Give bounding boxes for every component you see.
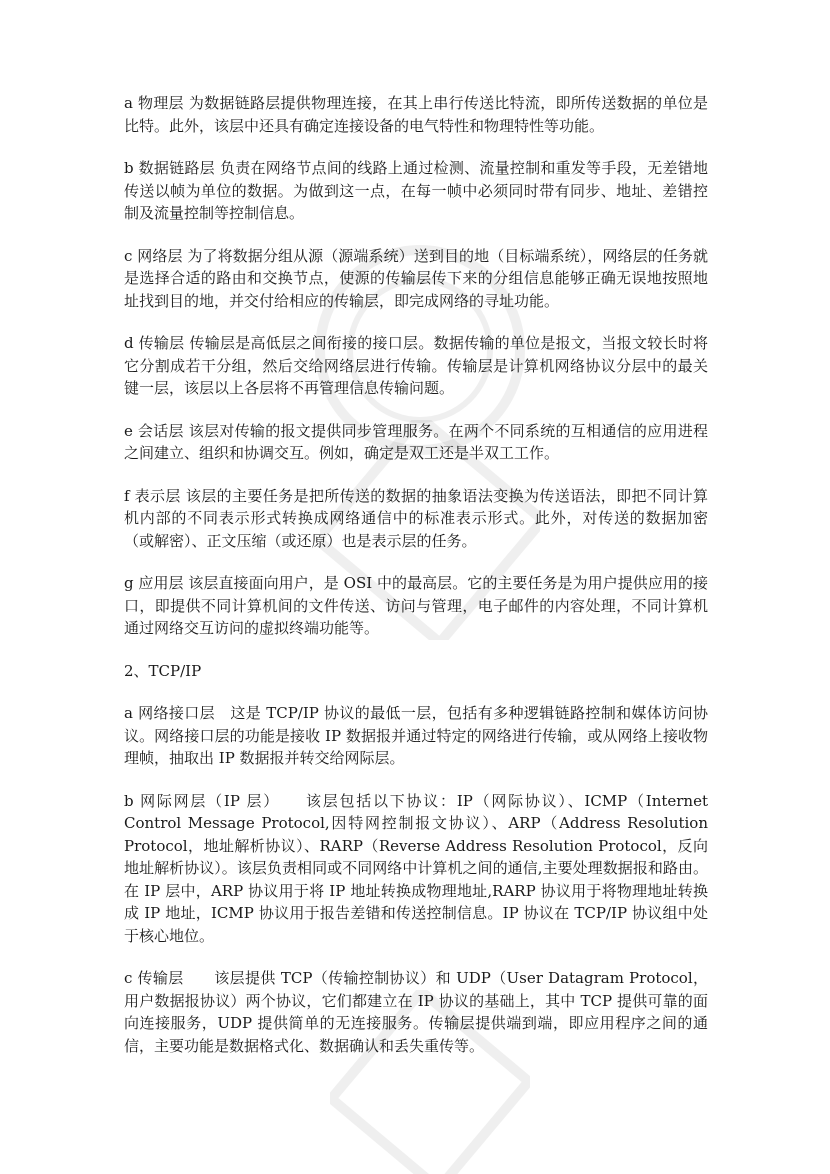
document-body xyxy=(124,92,708,1077)
paragraph-physical-layer: a 物理层 为数据链路层提供物理连接，在其上串行传送比特流，即所传送数据的单位是比特。此外，该层中还具有确定连接设备的电气特性和物理特性等功能。 xyxy=(124,94,708,135)
paragraph-presentation-layer: f 表示层 该层的主要任务是把所传送的数据的抽象语法变换为传送语法，即把不同计算机内部的不同表示形式转换成网络通信中的标准表示形式。此外，对传送的数据加密（或解密）、正文压缩（或还原）也是表示层的任务。 xyxy=(124,486,708,550)
section-heading-tcp-ip: 2、TCP/IP xyxy=(124,661,202,680)
paragraph-transport-layer: d 传输层 传输层是高低层之间衔接的接口层。数据传输的单位是报文，当报文较长时将它分割成若干分组，然后交给网络层进行传输。传输层是计算机网络协议分层中的最关键一层，该层以上各层将不再管理信息传输问题。 xyxy=(124,334,708,397)
paragraph-session-layer: e 会话层 该层对传输的报文提供同步管理服务。在两个不同系统的互相通信的应用进程之间建立、组织和协调交互。例如，确定是双工还是半双工工作。 xyxy=(124,421,708,462)
paragraph-network-interface-layer: a 网络接口层 这是 TCP/IP 协议的最低一层，包括有多种逻辑链路控制和媒体访问协议。网络接口层的功能是接收 IP 数据报并通过特定的网络进行传输，或从网络上接收物理帧，抽取出 IP 数据报并转交给网际层。 xyxy=(124,704,708,767)
paragraph-internet-layer: b 网际网层（IP 层） 该层包括以下协议：IP（网际协议）、ICMP（Internet Control Message Protocol,因特网控制报文协议）、ARP（Address Resolution Protocol，地址解析协议）、RARP（Reverse Address Resolution Protocol，反向地址解析协议）。该层负责相同或不同网络中计算机之间的通信,主要处理数据报和路由。在 IP 层中，ARP 协议用于将 IP 地址转换成物理地址,RARP 协议用于将物理地址转换成 IP 地址，ICMP 协议用于报告差错和传送控制信息。IP 协议在 TCP/IP 协议组中处于核心地位。 xyxy=(124,791,708,945)
paragraph-data-link-layer: b 数据链路层 负责在网络节点间的线路上通过检测、流量控制和重发等手段，无差错地传送以帧为单位的数据。为做到这一点，在每一帧中必须同时带有同步、地址、差错控制及流量控制等控制信息。 xyxy=(124,159,708,222)
paragraph-network-layer: c 网络层 为了将数据分组从源（源端系统）送到目的地（目标端系统），网络层的任务就是选择合适的路由和交换节点，使源的传输层传下来的分组信息能够正确无误地按照地址找到目的地，并交付给相应的传输层，即完成网络的寻址功能。 xyxy=(124,246,708,310)
paragraph-tcp-transport-layer: c 传输层 该层提供 TCP（传输控制协议）和 UDP（User Datagram Protocol，用户数据报协议）两个协议，它们都建立在 IP 协议的基础上，其中 TCP 提供可靠的面向连接服务，UDP 提供简单的无连接服务。传输层提供端到端，即应用程序之间的通信，主要功能是数据格式化、数据确认和丢失重传等。 xyxy=(124,969,708,1055)
paragraph-application-layer: g 应用层 该层直接面向用户，是 OSI 中的最高层。它的主要任务是为用户提供应用的接口，即提供不同计算机间的文件传送、访问与管理，电子邮件的内容处理，不同计算机通过网络交互访问的虚拟终端功能等。 xyxy=(124,574,708,637)
